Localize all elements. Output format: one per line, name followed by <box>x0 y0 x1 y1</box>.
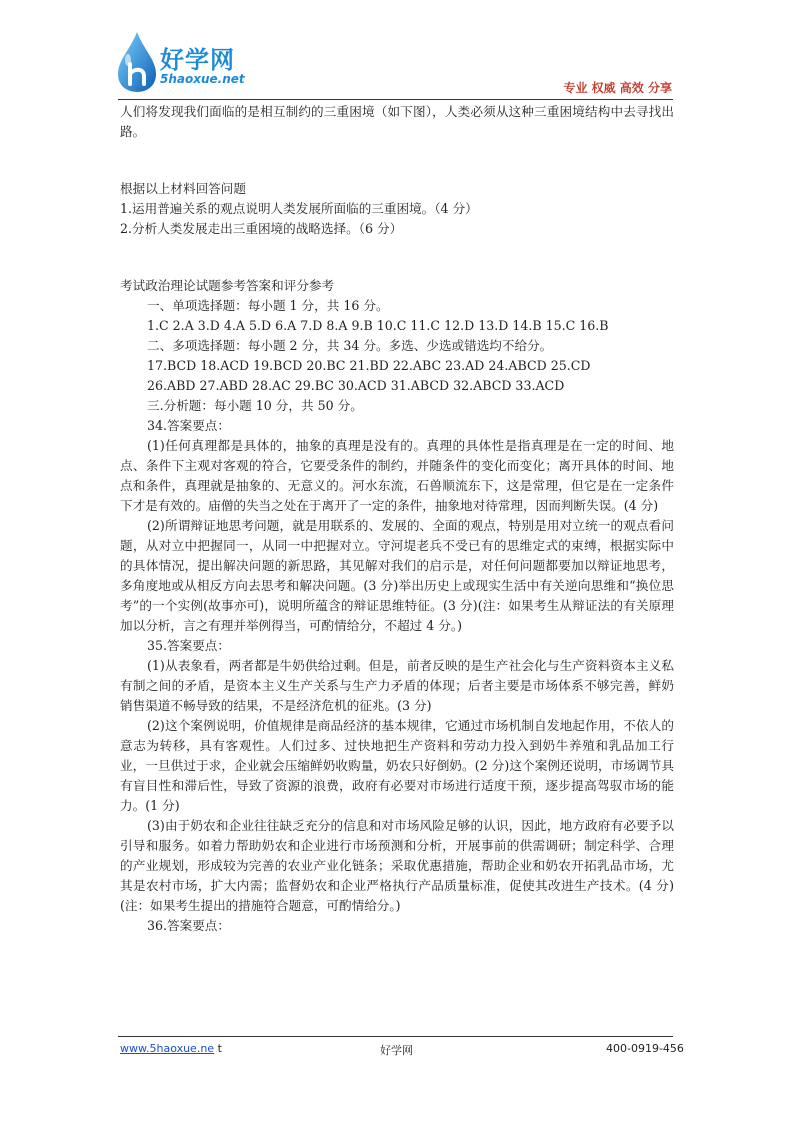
footer-website-link[interactable]: www.5haoxue.ne <box>120 1042 215 1055</box>
header-divider <box>118 99 673 100</box>
logo-subtitle: 5haoxue.net <box>160 72 245 86</box>
question-2: 2.分析人类发展走出三重困境的战略选择。（6 分） <box>120 221 403 236</box>
q35-heading: 35.答案要点： <box>147 638 230 653</box>
footer-center-label: 好学网 <box>380 1044 413 1057</box>
logo-title: 好学网 <box>160 46 235 74</box>
q35-point-1: (1)从表象看，两者都是牛奶供给过剩。但是，前者反映的是生产社会化与生产资料资本主义私有制之间的矛盾，是资本主义生产关系与生产力矛盾的体现；后者主要是市场体系不够完善，鲜奶销售渠道不畅导致的结果，不是经济危机的征兆。(3 分) <box>120 658 674 713</box>
q34-point-1: (1)任何真理都是具体的，抽象的真理是没有的。真理的具体性是指真理是在一定的时间、地点、条件下主观对客观的符合，它要受条件的制约，并随条件的变化而变化；离开具体的时间、地点和条件，真理就是抽象的、无意义的。河水东流，石兽顺流东下，这是常理，但它是在一定条件下才是有效的。庙僧的失当之处在于离开了一定的条件，抽象地对待常理，因而判断失误。(4 分) <box>120 438 674 513</box>
q34-heading: 34.答案要点： <box>147 418 230 433</box>
section-3-heading: 三.分析题：每小题 10 分，共 50 分。 <box>147 398 363 413</box>
footer-divider <box>118 1036 673 1037</box>
question-1: 1.运用普遍关系的观点说明人类发展所面临的三重困境。（4 分） <box>120 201 478 216</box>
q35-point-3: (3)由于奶农和企业往往缺乏充分的信息和对市场风险足够的认识，因此，地方政府有必要予以引导和服务。如着力帮助奶农和企业进行市场预测和分析，开展事前的供需调研；制定科学、合理的产业规划，形成较为完善的农业产业化链条；采取优惠措施，帮助企业和奶农开拓乳品市场，尤其是农村市场，扩大内需；监督奶农和企业严格执行产品质量标准，促使其改进生产技术。(4 分)(注：如果考生提出的措施符合题意，可酌情给分。) <box>120 818 674 913</box>
section-2-heading: 二、多项选择题：每小题 2 分，共 34 分。多选、少选或错选均不给分。 <box>147 338 553 353</box>
q35-point-2: (2)这个案例说明，价值规律是商品经济的基本规律，它通过市场机制自发地起作用，不依人的意志为转移，具有客观性。人们过多、过快地把生产资料和劳动力投入到奶牛养殖和乳品加工行业，一旦供过于求，企业就会压缩鲜奶收购量，奶农只好倒奶。(2 分)这个案例还说明，市场调节具有盲目性和滞后性，导致了资源的浪费，政府有必要对市场进行适度干预，逐步提高驾驭市场的能力。(1 分) <box>120 718 674 813</box>
document-body <box>120 102 674 936</box>
header-slogan: 专业 权威 高效 分享 <box>563 81 672 95</box>
section-1-heading: 一、单项选择题：每小题 1 分，共 16 分。 <box>147 298 389 313</box>
section-2-answers-line2: 26.ABD 27.ABD 28.AC 29.BC 30.ACD 31.ABCD 32.ABCD 33.ACD <box>147 378 565 393</box>
question-prompt: 根据以上材料回答问题 <box>120 181 246 196</box>
q34-point-2: (2)所谓辩证地思考问题，就是用联系的、发展的、全面的观点，特别是用对立统一的观点看问题，从对立中把握同一，从同一中把握对立。守河堤老兵不受已有的思维定式的束缚，根据实际中的具体情况，提出解决问题的新思路，其见解对我们的启示是，对任何问题都要加以辩证地思考，多角度地或从相反方向去思考和解决问题。(3 分)举出历史上或现实生活中有关逆向思维和“换位思考”的一个实例(故事亦可)，说明所蕴含的辩证思维特征。(3 分)(注：如果考生从辩证法的有关原理加以分析，言之有理并举例得当，可酌情给分，不超过 4 分。) <box>120 518 674 633</box>
footer-website <box>120 1042 222 1055</box>
page-header <box>0 0 794 102</box>
water-drop-logo-icon <box>116 30 158 94</box>
answers-title: 考试政治理论试题参考答案和评分参考 <box>120 278 335 293</box>
section-1-answers: 1.C 2.A 3.D 4.A 5.D 6.A 7.D 8.A 9.B 10.C 11.C 12.D 13.D 14.B 15.C 16.B <box>147 318 609 333</box>
q36-heading: 36.答案要点： <box>147 918 230 933</box>
intro-paragraph: 人们将发现我们面临的是相互制约的三重困境（如下图），人类必须从这种三重困境结构中去寻找出路。 <box>120 104 674 139</box>
footer-website-tail: t <box>214 1042 222 1055</box>
section-2-answers-line1: 17.BCD 18.ACD 19.BCD 20.BC 21.BD 22.ABC 23.AD 24.ABCD 25.CD <box>147 358 591 373</box>
footer-phone: 400-0919-456 <box>606 1042 684 1055</box>
